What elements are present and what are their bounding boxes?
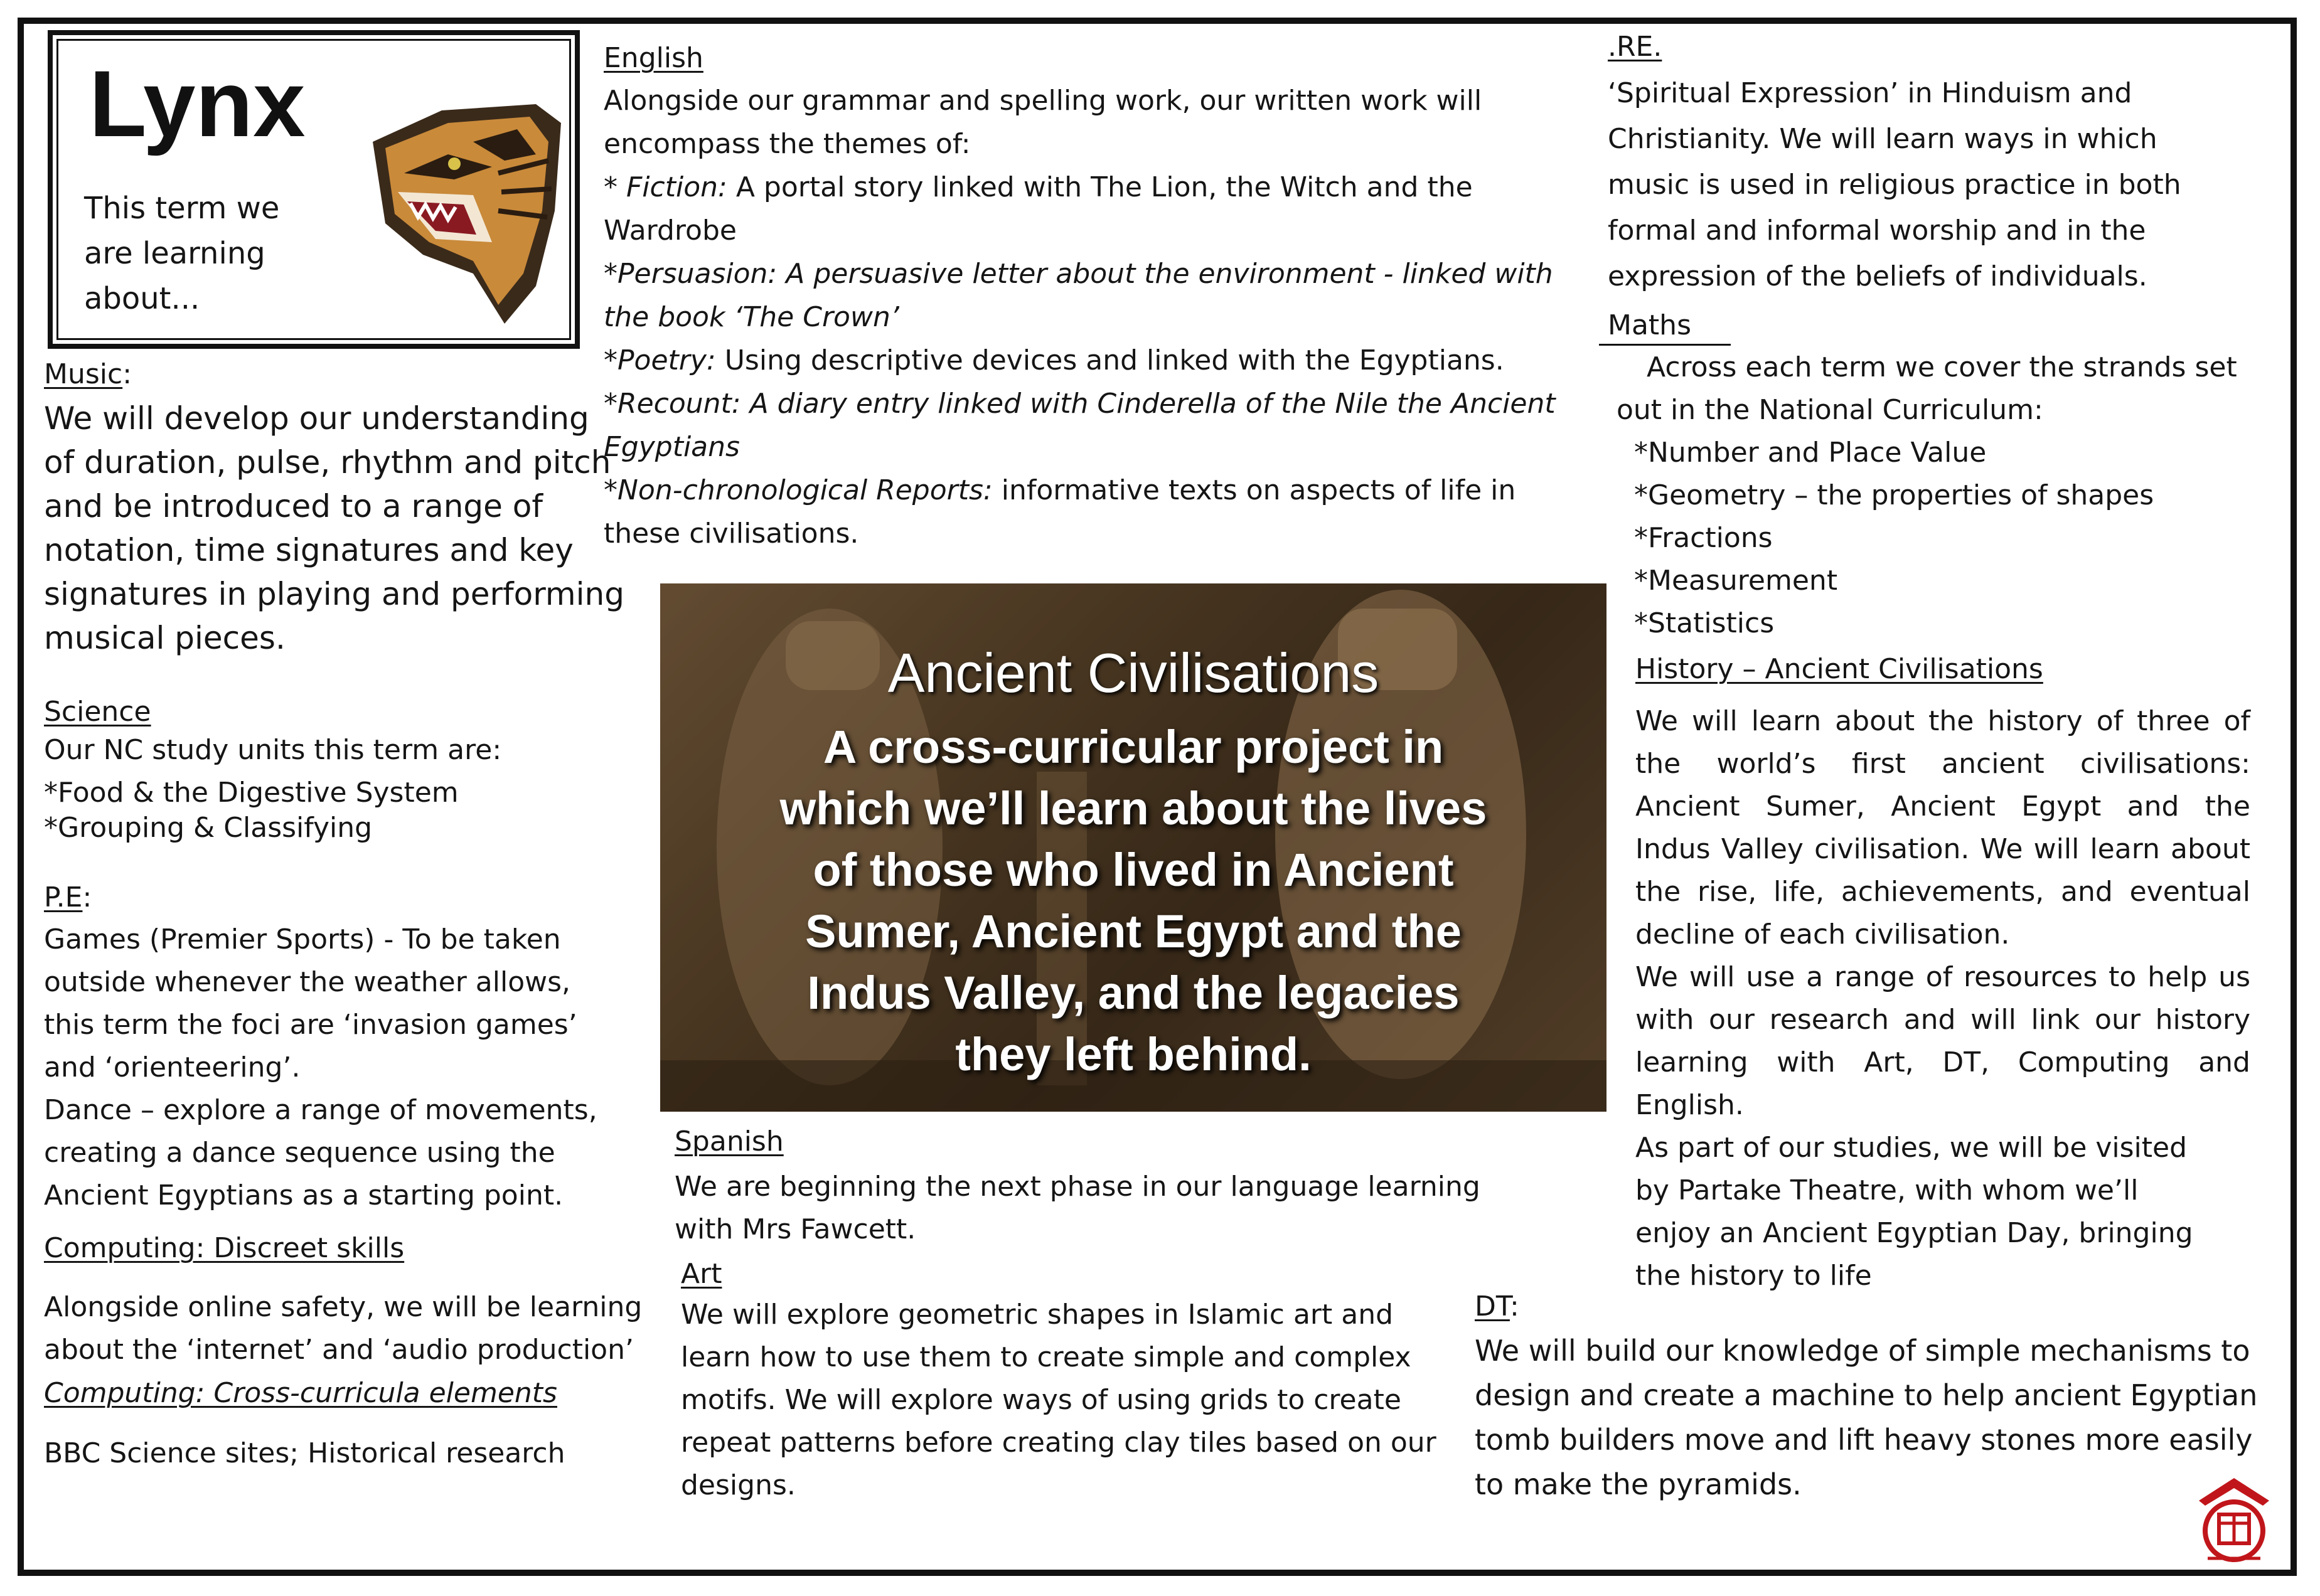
spanish-heading: Spanish xyxy=(675,1125,784,1157)
re-body: ‘Spiritual Expression’ in Hinduism and Christianity. We will learn ways in which music is used in religious practice in both formal and informal worship and in the expression of the beliefs of individuals. xyxy=(1608,77,2181,292)
music-heading: Music: xyxy=(44,358,132,390)
music-body: We will develop our understanding of duration, pulse, rhythm and pitch and be introduced to a range of notation, time signatures and key signatures in playing and performing musical pieces. xyxy=(44,400,624,656)
art-body: We will explore geometric shapes in Islamic art and learn how to use them to create simple and complex motifs. We will explore ways of using grids to create repeat patterns before creating clay tiles based on our designs. xyxy=(681,1299,1436,1501)
dt-body: We will build our knowledge of simple mechanisms to design and create a machine to help ancient Egyptian tomb builders move and lift heavy stones more easily to make the pyramids. xyxy=(1475,1334,2258,1501)
pe-heading: P.E: xyxy=(44,881,92,913)
pe-body: Games (Premier Sports) - To be taken outside whenever the weather allows, this term the foci are ‘invasion games’ and ‘orienteering’. Dance – explore a range of movements, creating a dance sequence using the Ancient Egyptians as a starting point. xyxy=(44,923,597,1211)
banner-body: A cross-curricular project in which we’ll learn about the lives of those who lived in Ancient Sumer, Ancient Egypt and the Indus Valley, and the legacies they left behind. xyxy=(779,721,1487,1080)
science-body: Our NC study units this term are: *Food & the Digestive System *Grouping & Classifying xyxy=(44,734,502,844)
class-name: Lynx xyxy=(89,51,306,156)
re-heading: .RE. xyxy=(1608,31,1662,63)
banner-title: Ancient Civilisations xyxy=(887,642,1379,704)
english-persuasion: *Persuasion: A persuasive letter about the environment - linked with xyxy=(604,258,1553,290)
computing-discreet-body: Alongside online safety, we will be learning about the ‘internet’ and ‘audio production’ xyxy=(44,1291,643,1366)
english-poetry: *Poetry: Using descriptive devices and linked with the Egyptians. xyxy=(604,344,1504,376)
maths-heading: Maths xyxy=(1608,309,1691,341)
maths-body: Across each term we cover the strands set out in the National Curriculum: *Number and Place Value *Geometry – the properties of shapes *Fractions *Measurement *Statistics xyxy=(1617,351,2237,639)
spanish-body: We are beginning the next phase in our language learning with Mrs Fawcett. xyxy=(675,1171,1480,1245)
title-box xyxy=(48,30,580,349)
dt-heading: DT: xyxy=(1475,1290,1519,1322)
computing-cross-heading: Computing: Cross-curricula elements xyxy=(44,1377,557,1409)
english-body: Alongside our grammar and spelling work, our written work will encompass the themes of: * Fiction: A portal story linked with The Lion, the Witch and the Wardrobe *Persuasion: A persuasive letter about the environment - linked with the book ‘The Crown’ *Poetry: Using descriptive devices and linked with the Egyptians. *Recount: A diary entry linked with Cinderella of the Nile the Ancient Egyptians *Non-chronological Reports: informative texts on aspects of life in these civilisations. xyxy=(604,85,1556,550)
subtitle: This term we are learning about... xyxy=(84,191,280,316)
maths-heading-rule xyxy=(1599,344,1731,346)
lynx-mascot-icon xyxy=(348,85,574,336)
computing-cross-body: BBC Science sites; Historical research xyxy=(44,1437,565,1469)
computing-discreet-heading: Computing: Discreet skills xyxy=(44,1232,405,1264)
ancient-civilisations-banner xyxy=(660,583,1606,1112)
english-nonchron: *Non-chronological Reports: informative texts on aspects of life in xyxy=(604,474,1516,506)
english-heading: English xyxy=(604,42,703,74)
art-heading: Art xyxy=(681,1258,722,1290)
english-fiction: * Fiction: A portal story linked with The Lion, the Witch and the xyxy=(604,171,1473,203)
history-body: We will learn about the history of three of the world’s first ancient civilisations: Ancient Sumer, Ancient Egypt and the Indus Valley civilisation. We will learn about the rise, life, achievements, and eventual decline of each civilisation. We will use a range of resources to help us with our research and will link our history learning with Art, DT, Computing and English. As part of our studies, we will be visited by Partake Theatre, with whom we’ll enjoy an Ancient Egyptian Day, bringing the history to life xyxy=(1635,705,2250,1292)
science-heading: Science xyxy=(44,696,151,728)
school-crest-icon xyxy=(2194,1476,2274,1563)
history-heading: History – Ancient Civilisations xyxy=(1635,653,2043,685)
english-recount: *Recount: A diary entry linked with Cinderella of the Nile the Ancient xyxy=(604,388,1556,420)
